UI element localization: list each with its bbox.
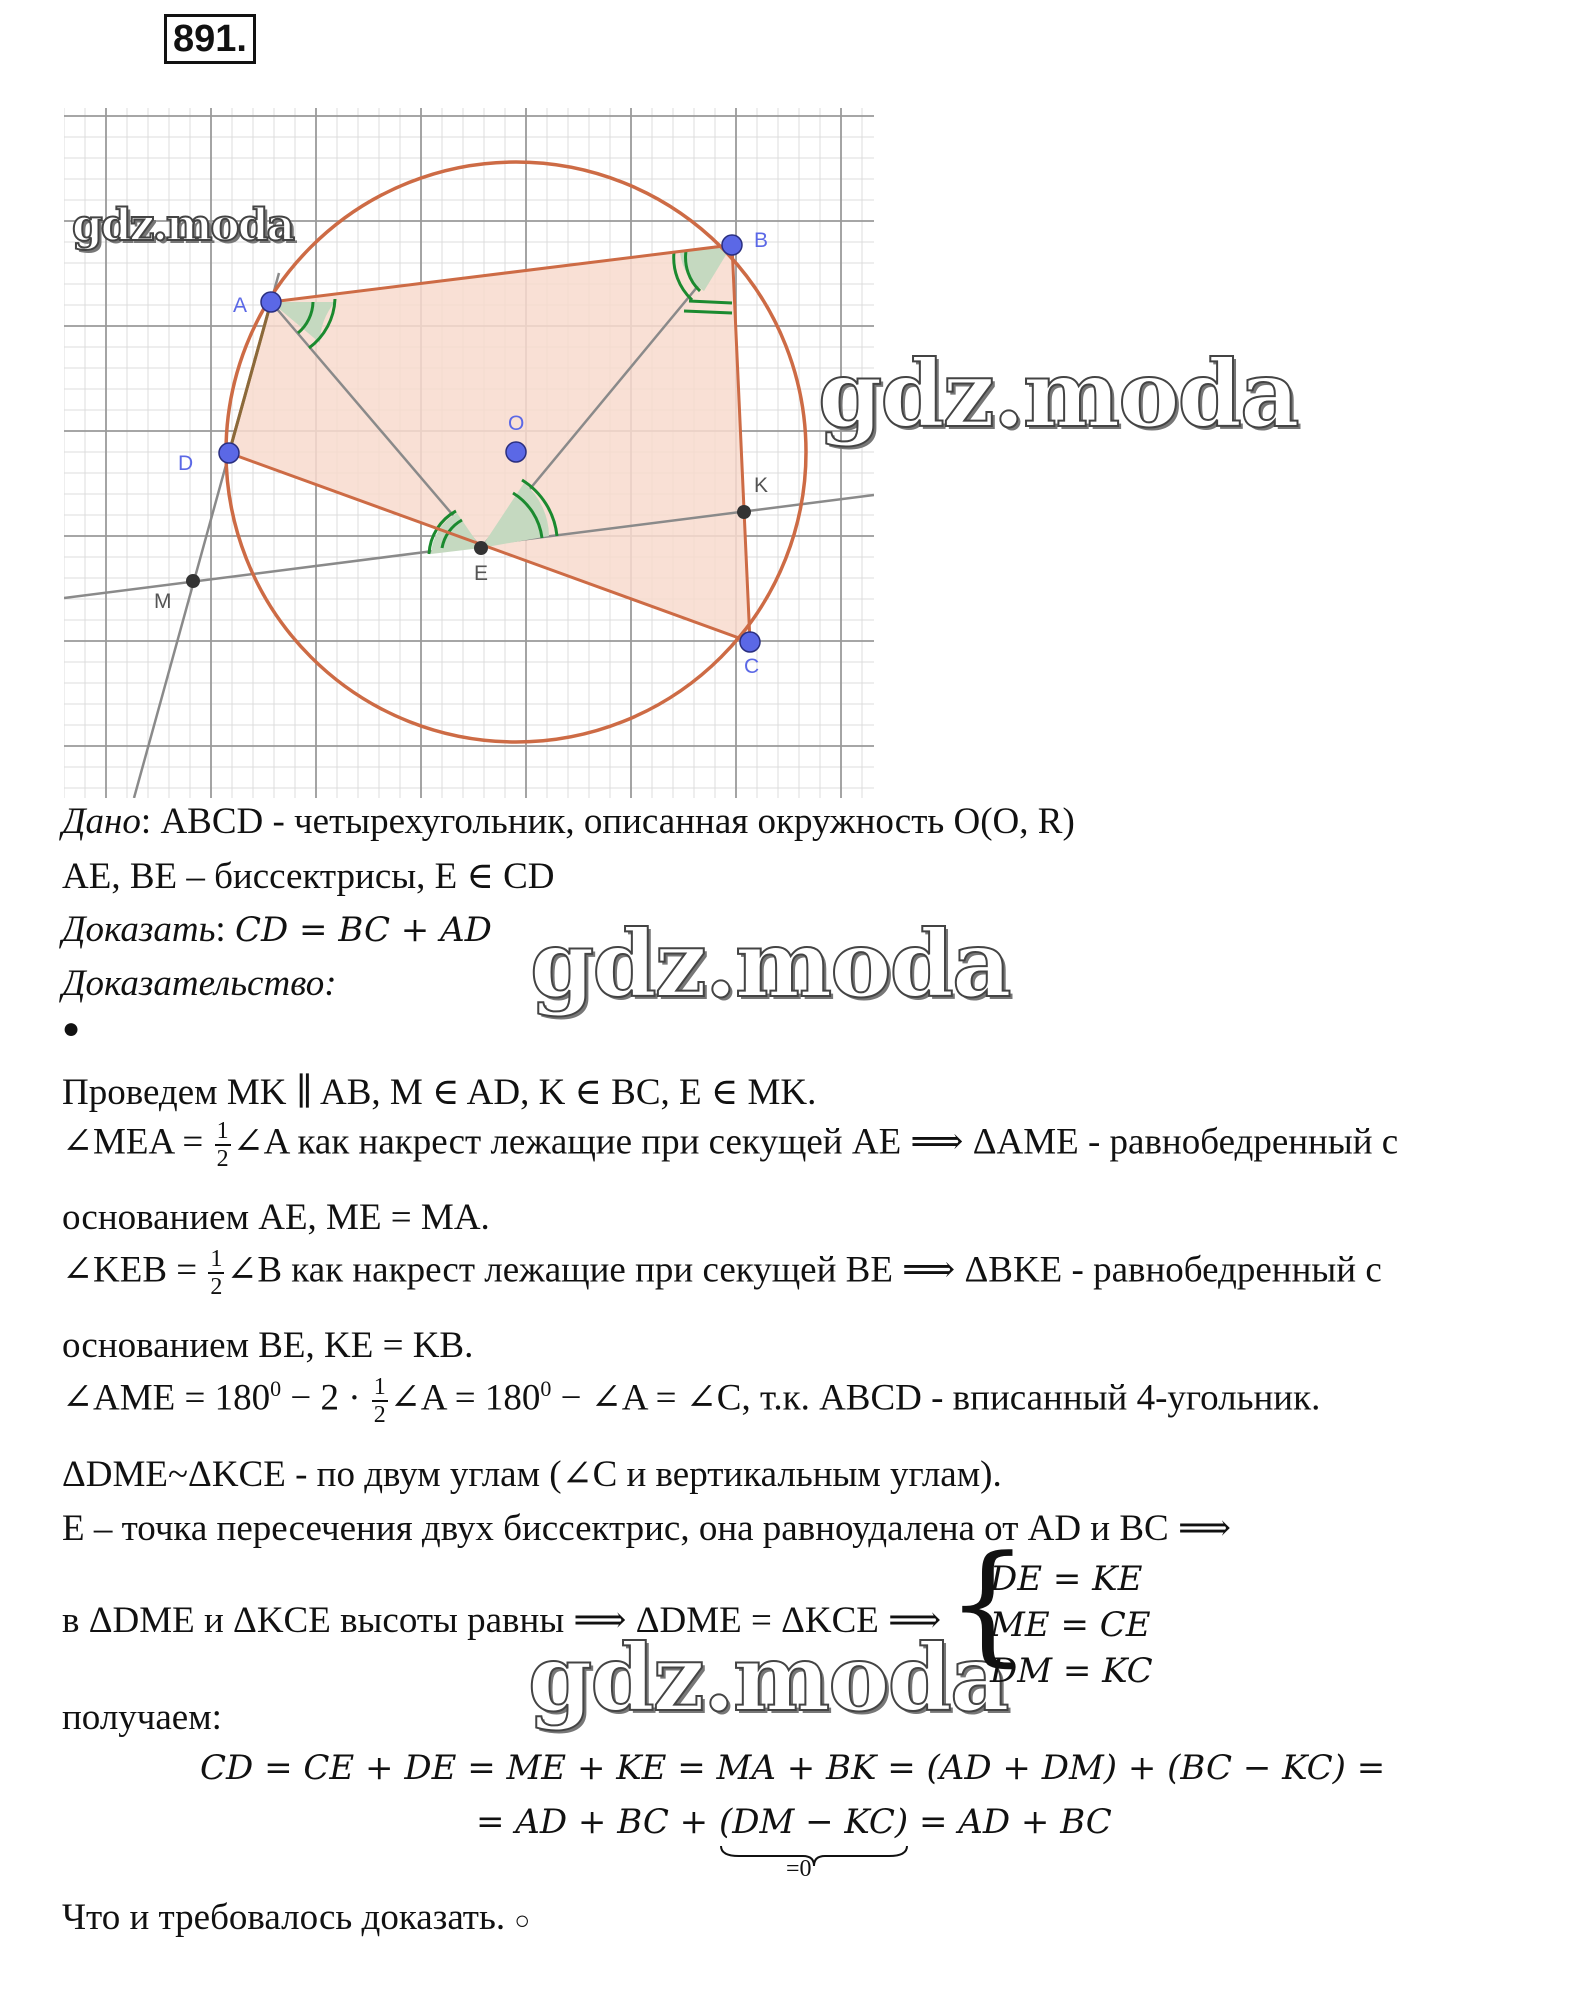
point-D [219, 443, 239, 463]
end-mark: ○ [514, 1906, 531, 1935]
system-eq: DE = KE [990, 1559, 1143, 1599]
equation-system [990, 1556, 1153, 1694]
bullet: ● [62, 1012, 81, 1045]
point-A [261, 292, 281, 312]
label-E: E [474, 562, 489, 585]
step-1: Проведем MK ∥ AB, M ∈ AD, K ∈ BC, E ∈ MK. [62, 1072, 817, 1113]
watermark: gdz.moda [818, 340, 1298, 448]
prove-line: Доказать: CD = BC + AD [62, 909, 492, 950]
equation-1: CD = CE + DE = ME + KE = MA + BK = (AD + DM) + (BC − KC) = [200, 1748, 1386, 1788]
label-M: M [154, 590, 172, 613]
step-4: ∠AME = $180^0 - 2$ · $\frac{1}{2}$ ∠A = $180^0$ − ∠A = ∠C, т.к. ABCD - вписанный 4-угольник. [62, 1374, 1321, 1428]
prove-text: CD = BC + AD [234, 910, 492, 950]
system-brace: { [946, 1527, 1029, 1679]
step-2: ∠MEA = $\frac{1}{2}$ ∠A как накрест лежащие при секущей AE ⟹ ΔAME - равнобедренный с [62, 1118, 1399, 1172]
proof-label: Доказательство: [62, 963, 337, 1004]
equation-2: = AD + BC + (DM − KC) = AD + BC [476, 1802, 1112, 1842]
point-O [506, 442, 526, 462]
system-eq: DM = KC [990, 1651, 1153, 1691]
given-text: ABCD - четырехугольник, описанная окружность Ο(O, R) [160, 801, 1075, 842]
point-M [186, 574, 200, 588]
prove-label: Доказать [62, 909, 216, 950]
point-C [740, 632, 760, 652]
step-5: ΔDME~ΔKCE - по двум углам (∠C и вертикальным углам). [62, 1454, 1002, 1495]
system-eq: ME = CE [990, 1605, 1151, 1645]
fraction-half: $\frac{1}{2}$ [210, 1246, 223, 1300]
label-O: O [508, 412, 525, 435]
given-line-2: AE, BE – биссектрисы, E ∈ CD [62, 856, 555, 897]
step-3-cont: основанием BE, KE = KB. [62, 1325, 474, 1366]
step-8: получаем: [62, 1697, 222, 1738]
label-A: A [233, 294, 248, 317]
point-K [737, 505, 751, 519]
label-K: K [754, 474, 769, 497]
step-2-cont: основанием AE, ME = MA. [62, 1197, 490, 1238]
point-E [474, 541, 488, 555]
label-D: D [178, 452, 194, 475]
underbrace-note: =0 [786, 1856, 812, 1882]
watermark: gdz.moda [530, 910, 1010, 1018]
given-line: Дано: ABCD - четырехугольник, описанная окружность Ο(O, R) [62, 801, 1075, 842]
fraction-half: $\frac{1}{2}$ [373, 1374, 386, 1428]
label-C: C [744, 655, 760, 678]
conclusion: Что и требовалось доказать. ○ [62, 1897, 531, 1938]
step-3: ∠KEB = $\frac{1}{2}$ ∠B как накрест лежащие при секущей BE ⟹ ΔBKE - равнобедренный с [62, 1246, 1382, 1300]
label-B: B [754, 229, 769, 252]
fraction-half: $\frac{1}{2}$ [216, 1118, 229, 1172]
underbraced-term: (DM − KC) [719, 1802, 908, 1842]
step-7: в ΔDME и ΔKCE высоты равны ⟹ ΔDME = ΔKCE ⟹ [62, 1600, 942, 1641]
watermark: gdz.moda [528, 1624, 1008, 1732]
given-label: Дано [62, 801, 141, 842]
problem-number: 891. [164, 14, 256, 64]
watermark: gdz.moda [72, 200, 294, 251]
step-6: E – точка пересечения двух биссектрис, она равноудалена от AD и BC ⟹ [62, 1508, 1232, 1549]
point-B [722, 235, 742, 255]
